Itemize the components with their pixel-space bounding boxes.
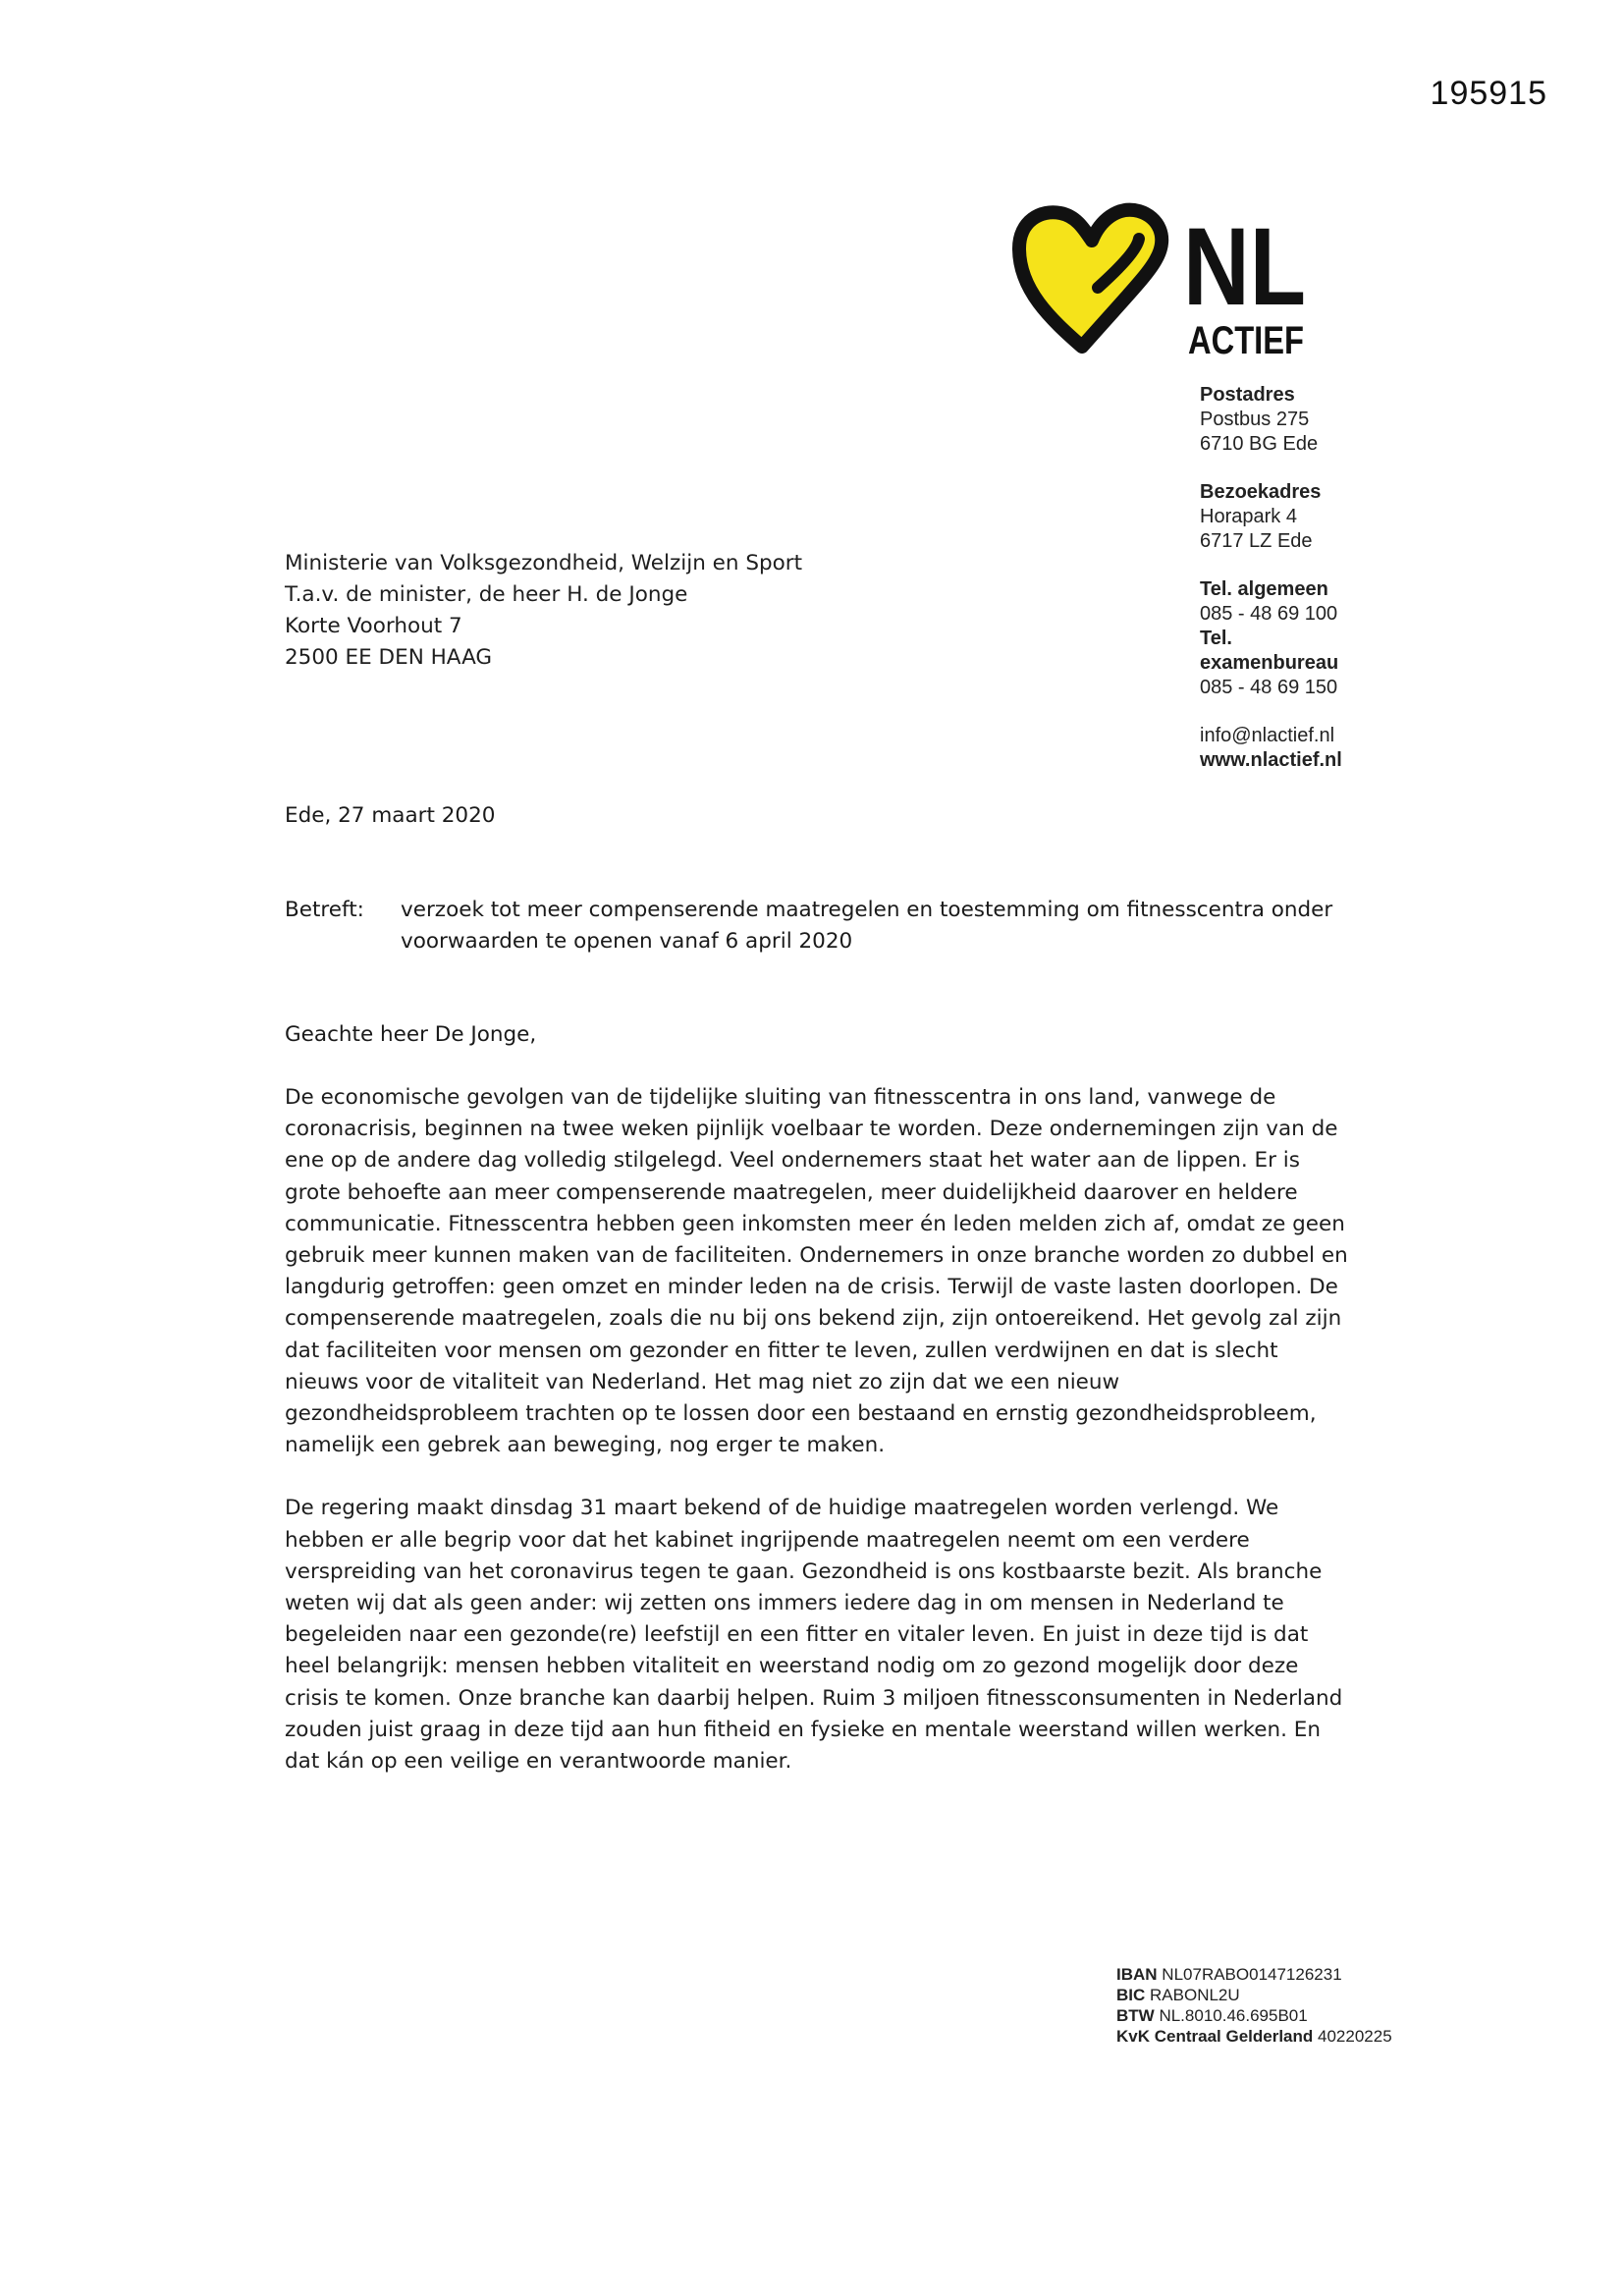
iban-label: IBAN <box>1116 1965 1158 1984</box>
email-address[interactable]: info@nlactief.nl <box>1200 725 1335 746</box>
body-paragraph-1: De economische gevolgen van de tijdelijke sluiting van fitnesscentra in ons land, vanwege de coronacrisis, beginnen na twee weken pijnlijk voelbaar te worden. Deze ondernemingen zijn van de ene op de andere dag volledig stilgelegd. Veel ondernemers staat het water aan de lippen. Er is grote behoefte aan meer compenserende maatregelen, meer duidelijkheid daarover en heldere communicatie. Fitnesscentra hebben geen inkomsten meer én leden melden zich af, omdat ze geen gebruik meer kunnen maken van de faciliteiten. Ondernemers in onze branche worden zo dubbel en langdurig getroffen: geen omzet en minder leden na de crisis. Terwijl de vaste lasten doorlopen. De compenserende maatregelen, zoals die nu bij ons bekend zijn, zijn ontoereikend. Het gevolg zal zijn dat faciliteiten voor mensen om gezonder en fitter te leven, zullen verdwijnen en dat is slecht nieuws voor de vitaliteit van Nederland. Het mag niet zo zijn dat we een nieuw gezondheidsprobleem trachten op te lossen door een bestaand en ernstig gezondheidsprobleem, namelijk een gebrek aan beweging, nog erger te maken. <box>285 1085 1348 1458</box>
date-line: Ede, 27 maart 2020 <box>285 803 496 828</box>
bezoekadres-label: Bezoekadres <box>1200 481 1322 503</box>
postadres-line2: 6710 BG Ede <box>1200 433 1319 455</box>
postadres-line1: Postbus 275 <box>1200 409 1310 430</box>
bic-row <box>1116 1985 1431 2005</box>
addressee-line3: Korte Voorhout 7 <box>285 614 462 638</box>
bic-label: BIC <box>1116 1986 1146 2004</box>
kvk-value: 40220225 <box>1318 2027 1392 2046</box>
nl-actief-logo <box>1011 201 1316 358</box>
addressee-line4: 2500 EE DEN HAAG <box>285 645 493 670</box>
tel-examen-value: 085 - 48 69 150 <box>1200 677 1338 698</box>
kvk-row <box>1116 2026 1431 2047</box>
addressee-line1: Ministerie van Volksgezondheid, Welzijn en Sport <box>285 551 803 575</box>
website-link[interactable]: www.nlactief.nl <box>1200 749 1342 771</box>
letter-body <box>285 1082 1355 1809</box>
bank-details-footer <box>1116 1964 1431 2047</box>
tel-algemeen-label: Tel. algemeen <box>1200 578 1328 600</box>
logo-actief-text: ACTIEF <box>1188 319 1304 358</box>
logo-nl-text: NL <box>1183 205 1306 328</box>
bezoekadres-block <box>1200 480 1426 554</box>
btw-value: NL.8010.46.695B01 <box>1159 2006 1308 2025</box>
kvk-label: KvK Centraal Gelderland <box>1116 2027 1314 2046</box>
document-number: 195915 <box>1430 75 1547 112</box>
subject-text: verzoek tot meer compenserende maatregelen en toestemming om fitnesscentra onder voorwaarden te openen vanaf 6 april 2020 <box>401 898 1333 954</box>
iban-row <box>1116 1964 1431 1985</box>
postadres-label: Postadres <box>1200 384 1295 406</box>
tel-examen-label-1: Tel. <box>1200 628 1232 649</box>
addressee-line2: T.a.v. de minister, de heer H. de Jonge <box>285 582 688 607</box>
addressee-block <box>285 548 972 674</box>
bic-value: RABONL2U <box>1150 1986 1240 2004</box>
postadres-block <box>1200 383 1426 457</box>
btw-row <box>1116 2005 1431 2026</box>
bezoekadres-line1: Horapark 4 <box>1200 506 1297 527</box>
bezoekadres-line2: 6717 LZ Ede <box>1200 530 1313 552</box>
contact-sidebar <box>1200 383 1426 796</box>
salutation: Geachte heer De Jonge, <box>285 1022 537 1047</box>
body-paragraph-2: De regering maakt dinsdag 31 maart bekend of de huidige maatregelen worden verlengd. We hebben er alle begrip voor dat het kabinet ingrijpende maatregelen neemt om een verdere verspreiding van het coronavirus tegen te gaan. Gezondheid is ons kostbaarste bezit. Als branche weten wij dat als geen ander: wij zetten ons immers iedere dag in om mensen in Nederland te begeleiden naar een gezonde(re) leefstijl en een fitter en vitaler leven. En juist in deze tijd is dat heel belangrijk: mensen hebben vitaliteit en weerstand nodig om zo gezond mogelijk door deze crisis te komen. Onze branche kan daarbij helpen. Ruim 3 miljoen fitnessconsumenten in Nederland zouden juist graag in deze tijd aan hun fitheid en fysieke en mentale weerstand willen werken. En dat kán op een veilige en verantwoorde manier. <box>285 1496 1343 1775</box>
phone-block <box>1200 577 1426 700</box>
tel-examen-label-2: examenbureau <box>1200 652 1339 674</box>
subject-line <box>285 895 1365 957</box>
tel-algemeen-value: 085 - 48 69 100 <box>1200 603 1338 625</box>
subject-label: Betreft: <box>285 898 364 922</box>
heart-logo-icon <box>1019 210 1162 347</box>
btw-label: BTW <box>1116 2006 1155 2025</box>
online-block <box>1200 724 1426 773</box>
iban-value: NL07RABO0147126231 <box>1162 1965 1342 1984</box>
